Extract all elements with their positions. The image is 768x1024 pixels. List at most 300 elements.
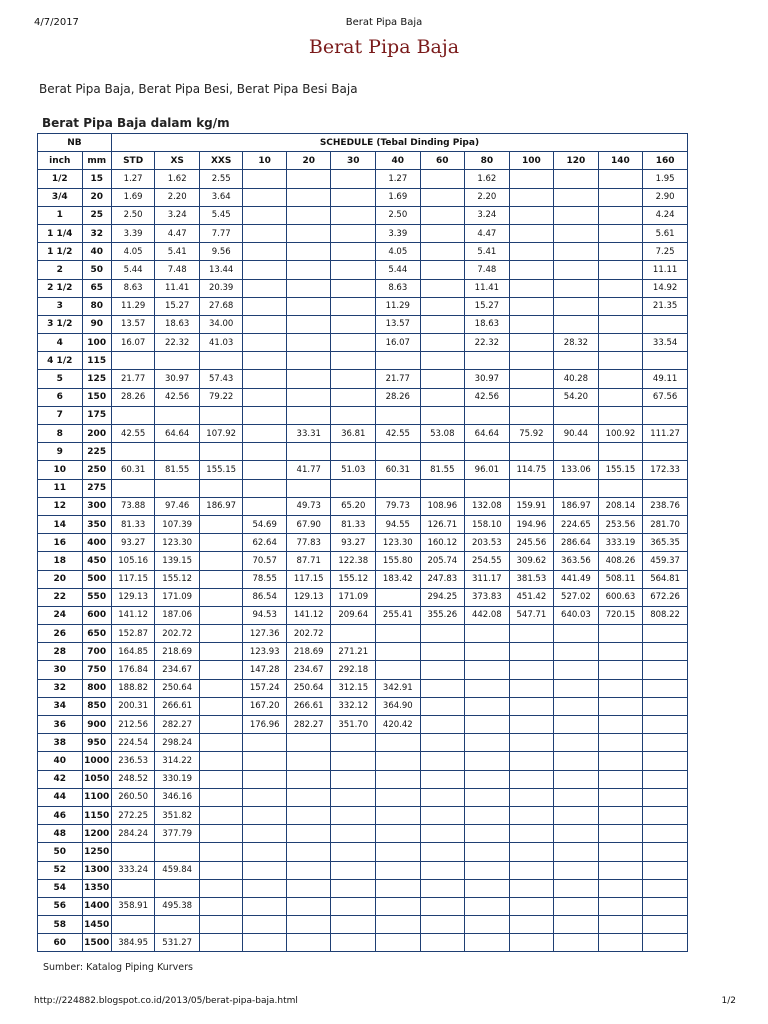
weight-cell xyxy=(286,752,331,770)
weight-cell: 114.75 xyxy=(509,461,554,479)
weight-cell xyxy=(286,879,331,897)
weight-cell xyxy=(243,879,287,897)
weight-cell: 1.62 xyxy=(155,170,200,188)
weight-cell xyxy=(155,916,200,934)
weight-cell xyxy=(376,788,421,806)
weight-cell: 2.50 xyxy=(376,206,421,224)
weight-cell: 4.05 xyxy=(111,243,155,261)
mm-cell: 1450 xyxy=(82,916,111,934)
weight-cell: 126.71 xyxy=(420,515,465,533)
weight-cell xyxy=(199,570,243,588)
weight-cell: 363.56 xyxy=(554,552,599,570)
table-caption: Berat Pipa Baja dalam kg/m xyxy=(42,116,230,130)
weight-cell xyxy=(509,825,554,843)
inch-cell: 44 xyxy=(38,788,83,806)
weight-cell xyxy=(465,861,510,879)
weight-cell: 28.26 xyxy=(376,388,421,406)
mm-cell: 950 xyxy=(82,734,111,752)
weight-cell: 312.15 xyxy=(331,679,376,697)
weight-cell: 224.54 xyxy=(111,734,155,752)
weight-cell xyxy=(509,406,554,424)
weight-cell xyxy=(286,188,331,206)
weight-cell: 123.30 xyxy=(376,534,421,552)
weight-cell xyxy=(643,734,688,752)
inch-cell: 36 xyxy=(38,716,83,734)
table-row xyxy=(38,552,688,570)
weight-cell xyxy=(243,406,287,424)
weight-cell xyxy=(465,479,510,497)
weight-cell: 294.25 xyxy=(420,588,465,606)
weight-cell xyxy=(243,752,287,770)
weight-cell xyxy=(554,843,599,861)
weight-cell xyxy=(331,843,376,861)
weight-cell: 18.63 xyxy=(155,315,200,333)
weight-cell xyxy=(286,916,331,934)
weight-cell: 62.64 xyxy=(243,534,287,552)
weight-cell xyxy=(420,443,465,461)
weight-cell xyxy=(243,297,287,315)
inch-cell: 2 xyxy=(38,261,83,279)
weight-cell xyxy=(509,261,554,279)
weight-cell: 159.91 xyxy=(509,497,554,515)
table-row xyxy=(38,206,688,224)
weight-cell: 1.27 xyxy=(376,170,421,188)
weight-cell xyxy=(331,443,376,461)
mm-cell: 800 xyxy=(82,679,111,697)
table-row xyxy=(38,770,688,788)
weight-cell xyxy=(331,825,376,843)
column-header: 20 xyxy=(286,152,331,170)
inch-cell: 40 xyxy=(38,752,83,770)
weight-cell: 107.39 xyxy=(155,515,200,533)
weight-cell: 11.41 xyxy=(465,279,510,297)
weight-cell: 111.27 xyxy=(643,425,688,443)
weight-cell xyxy=(331,297,376,315)
mm-cell: 600 xyxy=(82,606,111,624)
weight-cell: 96.01 xyxy=(465,461,510,479)
weight-cell xyxy=(643,661,688,679)
weight-cell xyxy=(199,588,243,606)
weight-cell: 14.92 xyxy=(643,279,688,297)
weight-cell xyxy=(376,406,421,424)
weight-cell: 176.84 xyxy=(111,661,155,679)
weight-cell xyxy=(554,625,599,643)
weight-cell: 36.81 xyxy=(331,425,376,443)
weight-cell xyxy=(331,188,376,206)
weight-cell xyxy=(331,370,376,388)
weight-cell xyxy=(420,625,465,643)
table-row xyxy=(38,461,688,479)
table-row xyxy=(38,425,688,443)
weight-cell xyxy=(554,806,599,824)
weight-cell xyxy=(554,188,599,206)
weight-cell xyxy=(331,625,376,643)
weight-cell: 1.69 xyxy=(376,188,421,206)
weight-cell xyxy=(509,806,554,824)
weight-cell: 158.10 xyxy=(465,515,510,533)
weight-cell: 333.24 xyxy=(111,861,155,879)
weight-cell xyxy=(643,315,688,333)
weight-cell: 202.72 xyxy=(155,625,200,643)
weight-cell xyxy=(554,443,599,461)
weight-cell xyxy=(420,897,465,915)
weight-cell: 2.55 xyxy=(199,170,243,188)
weight-cell xyxy=(199,625,243,643)
weight-cell: 57.43 xyxy=(199,370,243,388)
weight-cell xyxy=(598,261,643,279)
weight-cell xyxy=(465,679,510,697)
table-row xyxy=(38,625,688,643)
weight-cell xyxy=(286,734,331,752)
weight-cell: 33.54 xyxy=(643,334,688,352)
table-row xyxy=(38,352,688,370)
weight-cell xyxy=(554,170,599,188)
table-row xyxy=(38,315,688,333)
table-row xyxy=(38,679,688,697)
weight-cell xyxy=(554,734,599,752)
weight-cell xyxy=(286,206,331,224)
weight-cell xyxy=(420,825,465,843)
mm-cell: 150 xyxy=(82,388,111,406)
table-row xyxy=(38,261,688,279)
weight-cell: 108.96 xyxy=(420,497,465,515)
mm-cell: 350 xyxy=(82,515,111,533)
weight-cell xyxy=(243,497,287,515)
weight-cell xyxy=(199,788,243,806)
weight-cell xyxy=(420,643,465,661)
weight-cell xyxy=(286,224,331,242)
weight-cell xyxy=(331,243,376,261)
weight-cell: 330.19 xyxy=(155,770,200,788)
mm-cell: 25 xyxy=(82,206,111,224)
weight-cell xyxy=(554,297,599,315)
weight-cell xyxy=(331,406,376,424)
weight-cell xyxy=(376,916,421,934)
weight-cell xyxy=(331,770,376,788)
weight-cell xyxy=(286,334,331,352)
weight-cell xyxy=(509,752,554,770)
mm-cell: 300 xyxy=(82,497,111,515)
mm-cell: 400 xyxy=(82,534,111,552)
weight-cell xyxy=(465,879,510,897)
weight-cell xyxy=(376,734,421,752)
weight-cell xyxy=(331,752,376,770)
weight-cell: 254.55 xyxy=(465,552,510,570)
weight-cell xyxy=(331,388,376,406)
table-row xyxy=(38,170,688,188)
weight-cell xyxy=(598,443,643,461)
weight-cell xyxy=(643,406,688,424)
mm-cell: 1050 xyxy=(82,770,111,788)
weight-cell xyxy=(376,443,421,461)
weight-cell xyxy=(598,352,643,370)
column-header: 30 xyxy=(331,152,376,170)
weight-cell xyxy=(199,934,243,952)
weight-cell xyxy=(199,606,243,624)
weight-cell: 64.64 xyxy=(155,425,200,443)
weight-cell: 28.26 xyxy=(111,388,155,406)
weight-cell: 11.41 xyxy=(155,279,200,297)
weight-cell: 186.97 xyxy=(199,497,243,515)
table-row xyxy=(38,515,688,533)
weight-cell xyxy=(376,879,421,897)
weight-cell: 81.55 xyxy=(155,461,200,479)
weight-cell: 7.48 xyxy=(155,261,200,279)
weight-cell xyxy=(509,479,554,497)
weight-cell: 21.35 xyxy=(643,297,688,315)
print-date: 4/7/2017 xyxy=(34,17,79,28)
weight-cell: 2.50 xyxy=(111,206,155,224)
weight-cell: 81.55 xyxy=(420,461,465,479)
weight-cell xyxy=(243,916,287,934)
weight-cell xyxy=(286,479,331,497)
weight-cell: 20.39 xyxy=(199,279,243,297)
weight-cell: 600.63 xyxy=(598,588,643,606)
inch-cell: 28 xyxy=(38,643,83,661)
mm-cell: 1250 xyxy=(82,843,111,861)
weight-cell xyxy=(331,879,376,897)
weight-cell xyxy=(598,679,643,697)
column-header: 80 xyxy=(465,152,510,170)
weight-cell xyxy=(420,734,465,752)
weight-cell xyxy=(643,770,688,788)
weight-cell xyxy=(554,861,599,879)
weight-cell: 459.84 xyxy=(155,861,200,879)
weight-cell xyxy=(376,661,421,679)
weight-cell: 314.22 xyxy=(155,752,200,770)
weight-cell: 93.27 xyxy=(111,534,155,552)
weight-cell: 15.27 xyxy=(155,297,200,315)
weight-cell xyxy=(598,188,643,206)
weight-cell xyxy=(286,770,331,788)
weight-cell xyxy=(420,352,465,370)
mm-cell: 1100 xyxy=(82,788,111,806)
mm-cell: 125 xyxy=(82,370,111,388)
weight-cell xyxy=(243,279,287,297)
weight-cell xyxy=(420,806,465,824)
weight-cell xyxy=(554,916,599,934)
inch-cell: 26 xyxy=(38,625,83,643)
inch-cell: 8 xyxy=(38,425,83,443)
weight-cell: 311.17 xyxy=(465,570,510,588)
weight-cell: 282.27 xyxy=(155,716,200,734)
weight-cell: 284.24 xyxy=(111,825,155,843)
mm-cell: 250 xyxy=(82,461,111,479)
weight-cell xyxy=(420,370,465,388)
inch-cell: 60 xyxy=(38,934,83,952)
weight-cell: 11.11 xyxy=(643,261,688,279)
column-header: STD xyxy=(111,152,155,170)
weight-cell xyxy=(286,261,331,279)
weight-cell xyxy=(243,734,287,752)
weight-cell xyxy=(199,879,243,897)
weight-cell xyxy=(420,279,465,297)
weight-cell xyxy=(598,897,643,915)
weight-cell xyxy=(598,625,643,643)
mm-cell: 900 xyxy=(82,716,111,734)
weight-cell: 260.50 xyxy=(111,788,155,806)
weight-cell: 18.63 xyxy=(465,315,510,333)
weight-cell: 42.56 xyxy=(155,388,200,406)
weight-cell: 5.45 xyxy=(199,206,243,224)
inch-cell: 4 1/2 xyxy=(38,352,83,370)
weight-cell: 123.30 xyxy=(155,534,200,552)
weight-cell xyxy=(243,243,287,261)
inch-cell: 22 xyxy=(38,588,83,606)
weight-cell xyxy=(465,934,510,952)
weight-cell xyxy=(420,206,465,224)
weight-cell xyxy=(331,206,376,224)
weight-cell: 133.06 xyxy=(554,461,599,479)
weight-cell: 155.12 xyxy=(331,570,376,588)
weight-cell xyxy=(199,697,243,715)
table-row xyxy=(38,370,688,388)
weight-cell: 365.35 xyxy=(643,534,688,552)
weight-cell xyxy=(243,188,287,206)
weight-cell xyxy=(376,625,421,643)
weight-cell: 218.69 xyxy=(155,643,200,661)
weight-cell xyxy=(243,224,287,242)
weight-cell: 200.31 xyxy=(111,697,155,715)
mm-cell: 750 xyxy=(82,661,111,679)
table-row xyxy=(38,570,688,588)
mm-cell: 1300 xyxy=(82,861,111,879)
weight-cell: 358.91 xyxy=(111,897,155,915)
weight-cell xyxy=(376,806,421,824)
weight-cell xyxy=(331,734,376,752)
weight-cell: 202.72 xyxy=(286,625,331,643)
weight-cell xyxy=(465,661,510,679)
weight-cell: 442.08 xyxy=(465,606,510,624)
inch-cell: 24 xyxy=(38,606,83,624)
weight-cell: 355.26 xyxy=(420,606,465,624)
weight-cell xyxy=(509,934,554,952)
table-row xyxy=(38,334,688,352)
weight-cell xyxy=(286,370,331,388)
weight-cell xyxy=(243,788,287,806)
weight-cell: 67.90 xyxy=(286,515,331,533)
weight-cell: 212.56 xyxy=(111,716,155,734)
weight-cell xyxy=(643,897,688,915)
weight-cell xyxy=(286,934,331,952)
weight-cell xyxy=(465,770,510,788)
weight-cell xyxy=(509,352,554,370)
weight-cell: 53.08 xyxy=(420,425,465,443)
weight-cell: 245.56 xyxy=(509,534,554,552)
weight-cell: 70.57 xyxy=(243,552,287,570)
weight-cell xyxy=(509,188,554,206)
weight-cell xyxy=(243,315,287,333)
table-row xyxy=(38,297,688,315)
weight-cell: 141.12 xyxy=(111,606,155,624)
weight-cell xyxy=(243,370,287,388)
weight-cell xyxy=(643,479,688,497)
weight-cell xyxy=(243,170,287,188)
weight-cell xyxy=(331,916,376,934)
weight-cell xyxy=(243,461,287,479)
weight-cell xyxy=(554,934,599,952)
weight-cell xyxy=(509,879,554,897)
weight-cell: 7.77 xyxy=(199,224,243,242)
column-header: XXS xyxy=(199,152,243,170)
weight-cell xyxy=(331,788,376,806)
weight-cell xyxy=(111,352,155,370)
weight-cell: 94.53 xyxy=(243,606,287,624)
weight-cell xyxy=(598,806,643,824)
weight-cell xyxy=(554,406,599,424)
weight-cell: 203.53 xyxy=(465,534,510,552)
weight-cell xyxy=(509,679,554,697)
inch-cell: 12 xyxy=(38,497,83,515)
table-row xyxy=(38,279,688,297)
weight-cell xyxy=(420,334,465,352)
weight-cell xyxy=(286,806,331,824)
table-row xyxy=(38,224,688,242)
weight-cell: 1.95 xyxy=(643,170,688,188)
weight-cell xyxy=(554,879,599,897)
weight-cell xyxy=(554,679,599,697)
weight-cell xyxy=(199,716,243,734)
mm-cell: 500 xyxy=(82,570,111,588)
weight-cell: 155.15 xyxy=(598,461,643,479)
column-header: inch xyxy=(38,152,83,170)
weight-cell xyxy=(199,806,243,824)
table-row xyxy=(38,406,688,424)
weight-cell xyxy=(199,752,243,770)
weight-cell xyxy=(376,752,421,770)
weight-cell xyxy=(420,261,465,279)
mm-cell: 450 xyxy=(82,552,111,570)
weight-cell xyxy=(643,861,688,879)
weight-cell xyxy=(331,352,376,370)
weight-cell: 255.41 xyxy=(376,606,421,624)
inch-cell: 10 xyxy=(38,461,83,479)
weight-cell xyxy=(465,752,510,770)
weight-cell: 81.33 xyxy=(111,515,155,533)
weight-cell xyxy=(420,243,465,261)
weight-cell: 30.97 xyxy=(155,370,200,388)
weight-cell: 176.96 xyxy=(243,716,287,734)
pipe-weight-table xyxy=(37,133,688,952)
weight-cell: 408.26 xyxy=(598,552,643,570)
weight-cell xyxy=(598,243,643,261)
weight-cell: 309.62 xyxy=(509,552,554,570)
weight-cell xyxy=(376,479,421,497)
weight-cell xyxy=(465,916,510,934)
weight-cell xyxy=(509,625,554,643)
weight-cell: 209.64 xyxy=(331,606,376,624)
weight-cell: 167.20 xyxy=(243,697,287,715)
weight-cell: 187.06 xyxy=(155,606,200,624)
weight-cell xyxy=(598,879,643,897)
weight-cell xyxy=(286,388,331,406)
weight-cell xyxy=(554,788,599,806)
inch-cell: 52 xyxy=(38,861,83,879)
weight-cell xyxy=(420,315,465,333)
weight-cell xyxy=(331,934,376,952)
weight-cell xyxy=(598,370,643,388)
mm-cell: 32 xyxy=(82,224,111,242)
weight-cell: 8.63 xyxy=(111,279,155,297)
weight-cell: 51.03 xyxy=(331,461,376,479)
weight-cell: 377.79 xyxy=(155,825,200,843)
inch-cell: 32 xyxy=(38,679,83,697)
weight-cell xyxy=(465,734,510,752)
schedule-header: SCHEDULE (Tebal Dinding Pipa) xyxy=(111,134,687,152)
inch-cell: 20 xyxy=(38,570,83,588)
weight-cell xyxy=(243,479,287,497)
weight-cell xyxy=(509,661,554,679)
